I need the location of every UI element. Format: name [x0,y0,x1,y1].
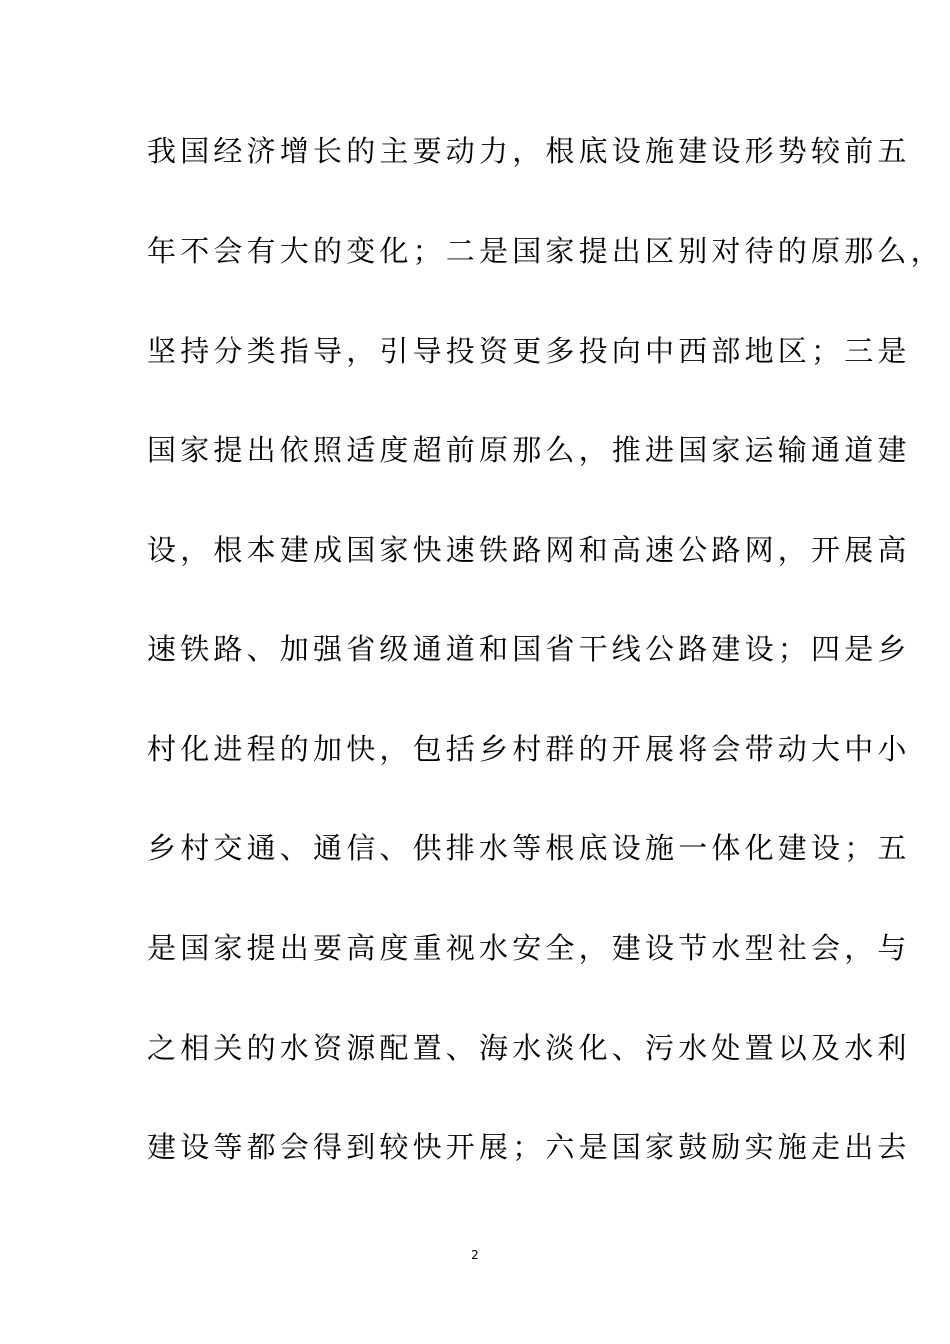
body-text-line: 设，根本建成国家快速铁路网和高速公路网，开展高 [147,533,911,567]
body-text-line: 之相关的水资源配置、海水淡化、污水处置以及水利 [147,1031,911,1065]
page-number: 2 [471,1248,479,1262]
body-text-line: 年不会有大的变化；二是国家提出区别对待的原那么， [147,234,944,268]
body-text-line: 建设等都会得到较快开展；六是国家鼓励实施走出去 [147,1130,911,1164]
body-text-line: 国家提出依照适度超前原那么，推进国家运输通道建 [147,433,911,467]
body-text-line: 是国家提出要高度重视水安全，建设节水型社会，与 [147,931,911,965]
body-text-line: 乡村交通、通信、供排水等根底设施一体化建设；五 [147,831,911,865]
body-text-line: 速铁路、加强省级通道和国省干线公路建设；四是乡 [147,632,911,666]
body-text-line: 坚持分类指导，引导投资更多投向中西部地区；三是 [147,334,911,368]
body-text-line: 我国经济增长的主要动力，根底设施建设形势较前五 [147,134,911,168]
body-text-line: 村化进程的加快，包括乡村群的开展将会带动大中小 [147,732,911,766]
